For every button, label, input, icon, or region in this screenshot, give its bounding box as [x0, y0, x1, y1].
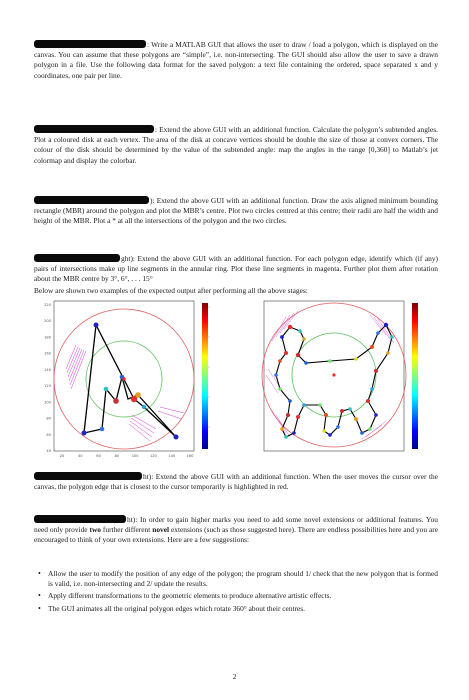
- page-number: 2: [232, 672, 237, 681]
- redacted-heading: [34, 515, 126, 523]
- y-tick-label: 100: [44, 400, 51, 405]
- example-plot-left: [36, 297, 222, 465]
- y-tick-label: 180: [44, 335, 51, 340]
- y-tick-label: 120: [44, 384, 51, 389]
- x-tick-label: 160: [186, 454, 194, 458]
- task-6-two: two: [89, 525, 101, 535]
- task-4-text: ght): Extend the above GUI with an additional function. For each polygon edge, identify which (if any) pairs of intersections make up line segments in the annular ring. Plot these line segments in magenta. Further plot them after rotation about the MBR centre by 3°, 6°, . . . 15°: [34, 254, 438, 284]
- y-tick-label: 60: [46, 432, 51, 437]
- colorbar: [412, 303, 418, 449]
- x-tick-label: 60: [96, 454, 101, 458]
- task-2-paragraph: [34, 125, 438, 166]
- y-tick-label: 160: [44, 351, 51, 356]
- task-1-paragraph: [34, 40, 438, 81]
- task-1-text: : Write a MATLAB GUI that allows the user to draw / load a polygon, which is displayed on the canvas. You can assume that these polygons are “simple”, i.e. non-intersecting. The GUI should also allow the user to save a drawn polygon in a file. Use the following data format for the saved polygon: a text file containing the ordered, space separated x and y coordinates, one pair per line.: [34, 40, 438, 80]
- task-5-text: ht): Extend the above GUI with an additional function. When the user moves the cursor over the canvas, the polygon edge that is closest to the cursor temporarily is highlighted in red.: [34, 472, 438, 492]
- task-6-text-b: further different: [100, 525, 153, 535]
- example-plot-right: [246, 297, 432, 465]
- x-tick-label: 120: [149, 454, 157, 458]
- task-4-paragraph: [34, 254, 438, 285]
- task-6-novel: novel: [152, 525, 170, 535]
- task-6-text-c: extensions (such as those suggested here). There are endless possibilities here and you are encouraged to think of your own extensions. Here are a few suggestions:: [34, 525, 438, 545]
- redacted-heading: [34, 472, 142, 480]
- task-2-text: : Extend the above GUI with an additional function. Calculate the polygon’s subtended angles. Plot a coloured disk at each vertex. The area of the disk at concave vertices should be double the size of those at convex corners. The colour of the disk should be determined by the value of the subtended angle: map the angles in the range [0,360] to Matlab’s jet colormap and display the colorbar.: [34, 125, 438, 165]
- suggestions-list-wrap: [34, 567, 438, 614]
- suggestion-item: • The GUI animates all the original polygon edges which rotate 360° about their centres.: [34, 604, 438, 614]
- y-tick-label: 80: [46, 416, 51, 421]
- example-figure-polygon: [36, 297, 222, 465]
- redacted-heading: [34, 125, 154, 133]
- task-5-paragraph: [34, 472, 438, 492]
- task-3-paragraph: [34, 196, 438, 227]
- x-tick-label: 140: [168, 454, 176, 458]
- redacted-heading: [34, 40, 146, 48]
- example-figure-horse: [246, 297, 432, 465]
- task-6-paragraph: [34, 515, 438, 546]
- suggestions-list: [34, 569, 438, 614]
- task-3-text: ): Extend the above GUI with an additional function. Draw the axis aligned minimum bounding rectangle (MBR) around the polygon and plot the MBR’s centre. Plot two circles centred at this centre; their radii are half the width and height of the MBR. Plot a * at all the intersections of the polygon and the two circles.: [34, 196, 438, 226]
- y-tick-label: 40: [46, 449, 51, 453]
- y-tick-label: 200: [44, 319, 51, 324]
- x-tick-label: 100: [131, 454, 139, 458]
- redacted-heading: [34, 254, 120, 262]
- x-tick-label: 20: [59, 454, 65, 458]
- suggestion-item: • Apply different transformations to the geometric elements to produce alternative artistic effects.: [34, 591, 438, 601]
- suggestion-item: • Allow the user to modify the position of any edge of the polygon; the program should 1/ check that the new polygon that is formed is valid, i.e. non-intersecting and 2/ update the results.: [34, 569, 438, 589]
- examples-intro: Below are shown two examples of the expected output after performing all the above stages:: [34, 286, 308, 295]
- y-tick-label: 140: [44, 367, 51, 372]
- task-6-text-a: ht): In order to gain higher marks you need to add some novel extensions or additional features. You need only provide: [34, 515, 438, 535]
- y-tick-label: 220: [44, 303, 51, 307]
- x-tick-label: 40: [77, 454, 83, 458]
- colorbar: [202, 303, 208, 449]
- redacted-heading: [34, 196, 149, 204]
- x-tick-label: 80: [114, 454, 120, 458]
